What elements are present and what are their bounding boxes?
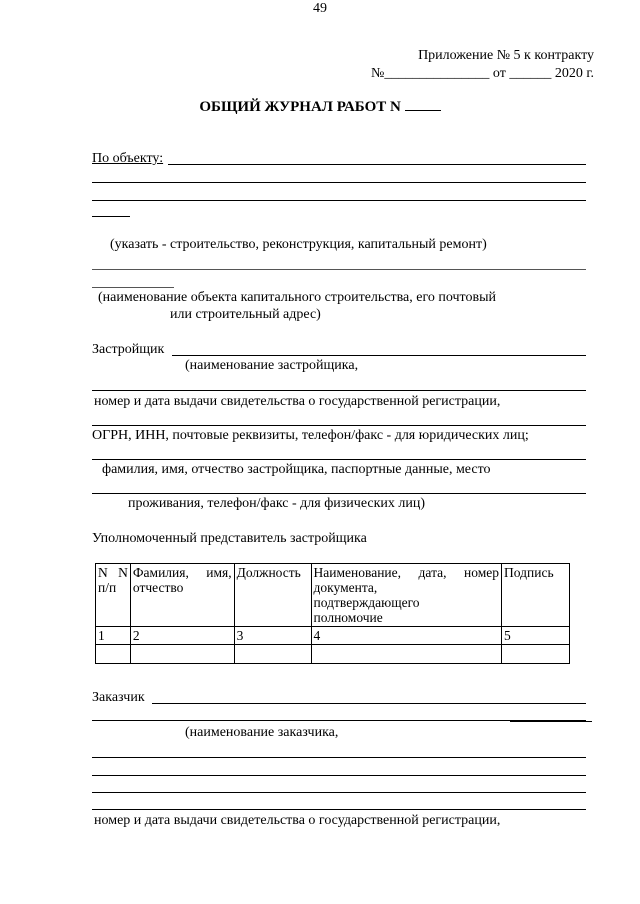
developer-line-1 <box>172 355 586 356</box>
table-cell: 3 <box>234 627 311 645</box>
header-number: N N п/п <box>96 564 131 627</box>
representative-label: Уполномоченный представитель застройщика <box>92 531 367 546</box>
appendix-line-1: Приложение № 5 к контракту <box>418 48 594 63</box>
header-position: Должность <box>234 564 311 627</box>
developer-line-3 <box>92 425 586 426</box>
customer-line-3 <box>510 721 592 722</box>
object-label: По объекту: <box>92 151 164 166</box>
representative-table <box>95 563 570 664</box>
customer-line-1 <box>152 703 586 704</box>
table-cell: 1 <box>96 627 131 645</box>
table-cell <box>502 645 570 664</box>
table-cell <box>311 645 502 664</box>
object-line-5 <box>92 269 586 270</box>
developer-line-2 <box>92 390 586 391</box>
developer-line-5 <box>92 493 586 494</box>
table-empty-row <box>96 645 570 664</box>
table-cell: 2 <box>130 627 234 645</box>
table-cell <box>234 645 311 664</box>
object-name-hint-1: (наименование объекта капитального строительства, его почтовый <box>98 290 496 305</box>
developer-line-4 <box>92 459 586 460</box>
customer-hint-1: (наименование заказчика, <box>185 725 339 740</box>
header-signature: Подпись <box>502 564 570 627</box>
page-number: 49 <box>313 1 327 16</box>
developer-hint-1: (наименование застройщика, <box>185 358 359 373</box>
customer-label: Заказчик <box>92 690 145 705</box>
header-full-name: Фамилия, имя, отчество <box>130 564 234 627</box>
object-line-1 <box>168 164 586 165</box>
object-line-6 <box>92 287 174 288</box>
table-header-row <box>96 564 570 627</box>
title-text: ОБЩИЙ ЖУРНАЛ РАБОТ N <box>199 99 401 115</box>
developer-hint-4: фамилия, имя, отчество застройщика, паспортные данные, место <box>102 462 491 477</box>
object-name-hint-2: или строительный адрес) <box>170 307 321 322</box>
object-line-4 <box>92 216 130 217</box>
developer-hint-3: ОГРН, ИНН, почтовые реквизиты, телефон/факс - для юридических лиц; <box>92 428 529 443</box>
object-line-2 <box>92 182 586 183</box>
header-document: Наименование, дата, номер документа, подтверждающего полномочие <box>311 564 502 627</box>
table-cell: 4 <box>311 627 502 645</box>
developer-label: Застройщик <box>92 342 165 357</box>
customer-line-4 <box>92 757 586 758</box>
table-cell <box>130 645 234 664</box>
customer-line-6 <box>92 792 586 793</box>
customer-line-5 <box>92 775 586 776</box>
developer-hint-5: проживания, телефон/факс - для физических лиц) <box>128 496 426 511</box>
table-index-row <box>96 627 570 645</box>
object-line-3 <box>92 200 586 201</box>
customer-hint-2: номер и дата выдачи свидетельства о государственной регистрации, <box>94 813 501 828</box>
document-title <box>0 98 640 115</box>
table-cell: 5 <box>502 627 570 645</box>
appendix-line-2: №_______________ от ______ 2020 г. <box>371 66 594 81</box>
customer-line-7 <box>92 809 586 810</box>
title-number-blank <box>405 98 441 111</box>
object-type-hint: (указать - строительство, реконструкция, капитальный ремонт) <box>110 237 487 252</box>
table-cell <box>96 645 131 664</box>
developer-hint-2: номер и дата выдачи свидетельства о государственной регистрации, <box>94 394 501 409</box>
